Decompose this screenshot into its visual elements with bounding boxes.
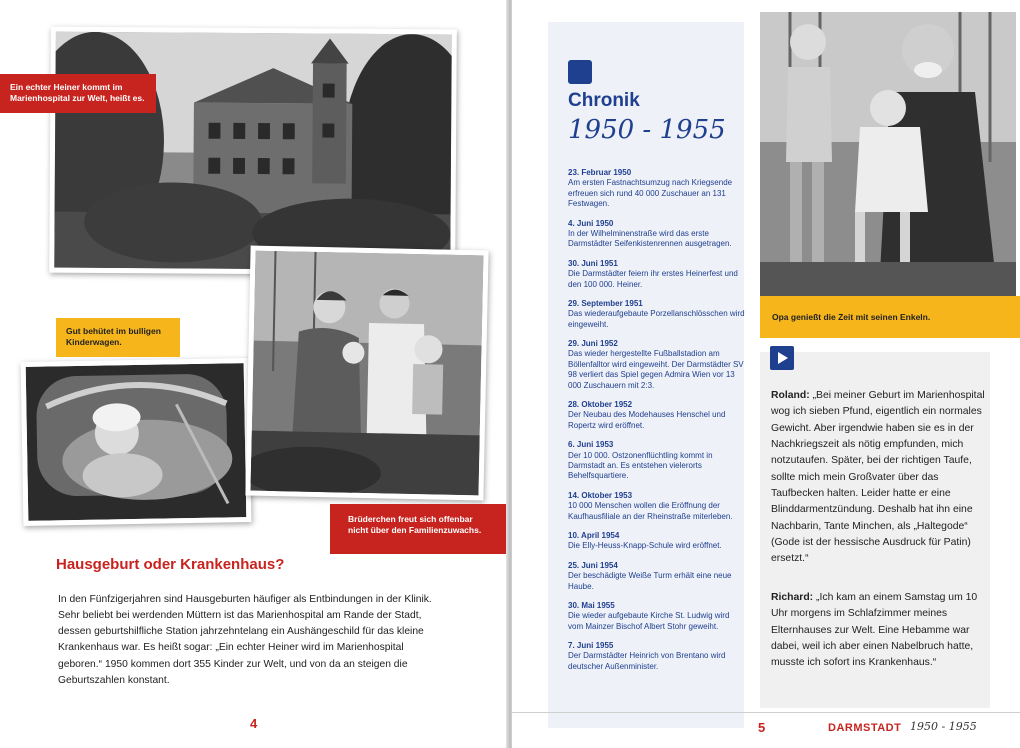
chronik-event-date: 7. Juni 1955 [568, 641, 614, 651]
chronik-event-text: Der 10 000. Ostzonenflüchtling kommt in Darmstadt an. Es entstehen vielerorts Behelfsquartiere. [568, 450, 713, 481]
chronik-event-text: Der Neubau des Modehauses Henschel und Ropertz wird eröffnet. [568, 410, 726, 430]
footer-brand: DARMSTADT [828, 722, 902, 734]
grandpa-photo [756, 8, 1020, 300]
chronik-event-text: Am ersten Fastnachtsumzug nach Kriegsende erfreuen sich rund 40 000 Zuschauer an 131 Festwagen. [568, 178, 733, 209]
chronik-event-date: 14. Oktober 1953 [568, 490, 633, 500]
right-page [512, 0, 1020, 748]
chronik-event-text: Das wieder hergestellte Fußballstadion am Böllenfalltor wird eingeweiht. Der Darmstädter SV 98 verliert das Spiel gegen Admira Wien vor 13 000 Zuschauern mit 2:3. [568, 349, 744, 390]
chronik-event [568, 339, 746, 391]
chronik-event-date: 23. Februar 1950 [568, 168, 632, 177]
page-number-left: 4 [250, 716, 258, 731]
chronik-event-date: 29. September 1951 [568, 298, 643, 308]
chronik-event [568, 491, 746, 522]
caption-grandpa: Opa genießt die Zeit mit seinen Enkeln. [760, 296, 1020, 338]
chronik-event [568, 440, 746, 482]
body-text: In den Fünfzigerjahren sind Hausgeburten häufiger als Entbindungen in der Klinik. Sehr beliebt bei werdenden Müttern ist das Marienhospital am Rande der Stadt, dessen geburtshilfliche Station jahrzehntelang ein Aushängeschild für das kleine Krankenhaus war. Es heißt sogar: „Ein echter Heiner wird im Marienhospital geboren.“ 1950 kommen dort 355 Kinder zur Welt, und von da an steigen die Geburtszahlen konstant. [58, 594, 432, 686]
chronik-event-text: Die Darmstädter feiern ihr erstes Heinerfest und den 100 000. Heiner. [568, 269, 738, 289]
chronik-events [568, 168, 746, 681]
footer-rule [512, 712, 1020, 713]
chronik-event-text: In der Wilhelminenstraße wird das erste Darmstädter Seifenkistenrennen ausgetragen. [568, 228, 732, 249]
quote-roland-name: Roland: [771, 390, 810, 401]
chronik-event-date: 6. Juni 1953 [568, 440, 614, 450]
hospital-photo [49, 27, 457, 276]
quote-roland-text: „Bei meiner Geburt im Marienhospital wog ich sieben Pfund, eigentlich ein normales Gewicht. Aber irgendwie haben sie es in der Nachkriegszeit als nötig empfunden, mich notzutaufen. Später, bei der richtigen Taufe, sollte mich mein Großvater über das Taufbecken halten. Leider hatte er eine Blinddarmentzündung. Deshalb hat ihn eine Nachbarin, Tante Minchen, als „Haltegode“ (Gode ist der hessische Ausdruck für Patin) ersetzt.“ [771, 390, 985, 565]
chronik-event [568, 168, 746, 210]
footer-years: 1950 - 1955 [910, 720, 977, 733]
page-number-right: 5 [758, 720, 766, 735]
chronik-event-text: Die Elly-Heuss-Knapp-Schule wird eröffnet. [568, 541, 722, 551]
quote-richard [771, 590, 985, 672]
chronik-event-text: Die wieder aufgebaute Kirche St. Ludwig wird vom Mainzer Bischof Albert Stohr geweiht. [568, 611, 730, 631]
chronik-event [568, 219, 746, 250]
chronik-event [568, 601, 746, 632]
chronik-event [568, 561, 746, 592]
chronik-event [568, 299, 746, 330]
chronik-title: Chronik [568, 90, 640, 111]
chronik-event [568, 400, 746, 431]
caption-hospital: Ein echter Heiner kommt im Marienhospital zur Welt, heißt es. [0, 74, 156, 113]
chronik-event [568, 641, 746, 672]
caption-family: Brüderchen freut sich offenbar nicht über den Familienzuwachs. [330, 504, 508, 554]
chronik-event-date: 28. Oktober 1952 [568, 400, 633, 410]
stroller-photo [21, 358, 252, 526]
chronik-event-text: 10 000 Menschen wollen die Eröffnung der Kaufhausfiliale an der Rheinstraße miterleben. [568, 501, 733, 521]
chronik-event-date: 29. Juni 1952 [568, 339, 618, 349]
left-page [0, 0, 508, 748]
quote-richard-text: „Ich kam an einem Samstag um 10 Uhr morgens im Schlafzimmer meines Elternhauses zur Welt. Eine Hebamme war dabei, weil ich aber einen Nabelbruch hatte, musste ich sofort ins Krankenhaus.“ [771, 592, 978, 669]
section-title: Hausgeburt oder Krankenhaus? [56, 556, 285, 573]
chronik-event-text: Der Darmstädter Heinrich von Brentano wird deutscher Außenminister. [568, 651, 726, 671]
chronik-event-date: 30. Juni 1951 [568, 258, 618, 268]
chronik-event-text: Das wiederaufgebaute Porzellanschlösschen wird eingeweiht. [568, 309, 745, 329]
chronik-event-date: 10. April 1954 [568, 530, 620, 540]
chronik-event-text: Der beschädigte Weiße Turm erhält eine neue Haube. [568, 571, 732, 591]
chronik-marker-icon [568, 60, 592, 84]
chronik-event [568, 531, 746, 552]
quote-roland [771, 388, 985, 568]
play-icon [770, 346, 794, 370]
chronik-years: 1950 - 1955 [568, 115, 726, 145]
chronik-event-date: 30. Mai 1955 [568, 600, 615, 610]
caption-stroller: Gut behütet im bulligen Kinderwagen. [56, 318, 180, 357]
chronik-event-date: 25. Juni 1954 [568, 560, 618, 570]
family-photo [245, 246, 488, 501]
chronik-event-date: 4. Juni 1950 [568, 218, 614, 228]
chronik-event [568, 259, 746, 290]
quote-richard-name: Richard: [771, 592, 814, 603]
